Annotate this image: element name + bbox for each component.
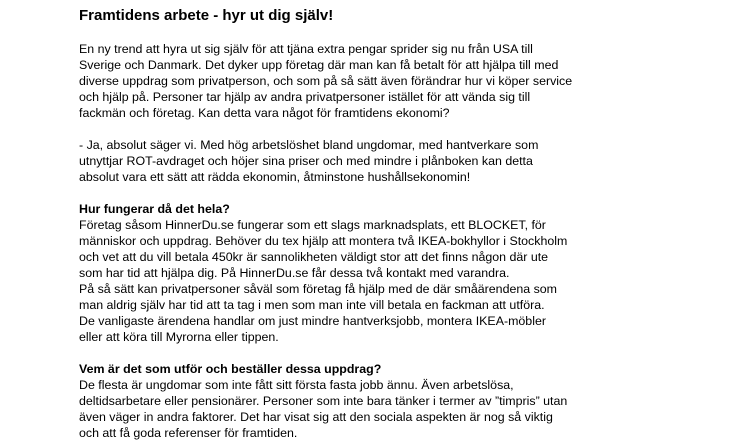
- section-heading: Vem är det som utför och beställer dessa uppdrag?: [79, 362, 382, 376]
- document-title: Framtidens arbete - hyr ut dig själv!: [79, 7, 334, 24]
- text-line: diverse uppdrag som privatperson, och som på så sätt även förändrar hur vi köper service: [79, 74, 573, 88]
- text-line: absolut vara ett sätt att rädda ekonomin, åtminstone hushållsekonomin!: [79, 170, 471, 184]
- paragraph-spacer: [79, 121, 739, 137]
- paragraph-spacer: [79, 185, 739, 201]
- text-line: De flesta är ungdomar som inte fått sitt första fasta jobb ännu. Även arbetslösa,: [79, 378, 514, 392]
- text-line: De vanligaste ärendena handlar om just mindre hantverksjobb, montera IKEA-möbler: [79, 314, 546, 328]
- text-line: även väger in andra faktorer. Det har visat sig att den sociala aspekten är nog så viktig: [79, 410, 553, 424]
- section-how-it-works: [79, 201, 739, 345]
- text-line: och hjälp på. Personer tar hjälp av andra privatpersoner istället för att vända sig till: [79, 90, 531, 104]
- text-line: Företag såsom HinnerDu.se fungerar som ett slags marknadsplats, ett BLOCKET, för: [79, 218, 546, 232]
- text-line: som har tid att hjälpa dig. På HinnerDu.se får dessa två kontakt med varandra.: [79, 266, 510, 280]
- text-line: - Ja, absolut säger vi. Med hög arbetslöshet bland ungdomar, med hantverkare som: [79, 138, 539, 152]
- text-line: och vet att du vill betala 450kr är sannolikheten väldigt stor att det finns någon där ute: [79, 250, 549, 264]
- text-line: och att få goda referenser för framtiden.: [79, 426, 298, 440]
- text-line: En ny trend att hyra ut sig själv för att tjäna extra pengar sprider sig nu från USA till: [79, 42, 533, 56]
- paragraph-spacer: [79, 345, 739, 361]
- intro-paragraph: [79, 41, 739, 121]
- text-line: deltidsarbetare eller pensionärer. Personer som inte bara tänker i termer av ”timpris” utan: [79, 394, 568, 408]
- text-line: Sverige och Danmark. Det dyker upp företag där man kan få betalt för att hjälpa till med: [79, 58, 559, 72]
- text-line: människor och uppdrag. Behöver du tex hjälp att montera två IKEA-bokhyllor i Stockholm: [79, 234, 568, 248]
- text-line: utnyttjar ROT-avdraget och höjer sina priser och med mindre i plånboken kan detta: [79, 154, 533, 168]
- answer-paragraph: [79, 137, 739, 185]
- section-heading: Hur fungerar då det hela?: [79, 202, 230, 216]
- section-who: [79, 361, 739, 441]
- text-line: man aldrig själv har tid att ta tag i men som man inte vill betala en fackman att utföra.: [79, 298, 545, 312]
- text-line: fackmän och företag. Kan detta vara något för framtidens ekonomi?: [79, 106, 450, 120]
- document-page: [79, 6, 739, 441]
- text-line: eller att köra till Myrorna eller tippen.: [79, 330, 279, 344]
- text-line: På så sätt kan privatpersoner såväl som företag få hjälp med de där småärendena som: [79, 282, 557, 296]
